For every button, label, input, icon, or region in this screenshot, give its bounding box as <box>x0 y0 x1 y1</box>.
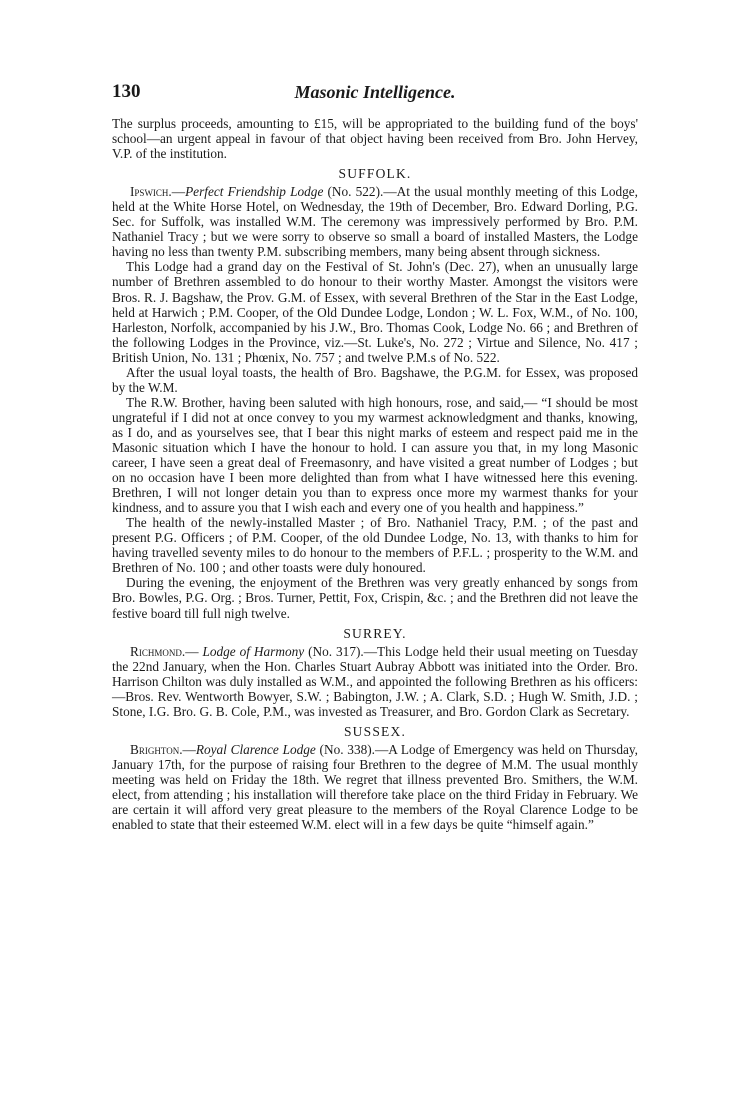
suffolk-paragraph-toasts: After the usual loyal toasts, the health of Bro. Bagshawe, the P.G.M. for Essex, was proposed by the W.M. <box>112 364 638 395</box>
section-heading-sussex: SUSSEX. <box>343 723 407 739</box>
section-heading-suffolk: SUFFOLK. <box>338 166 412 182</box>
dash: — <box>185 643 203 659</box>
place-name: Ipswich. <box>130 184 172 200</box>
paragraph-text: (No. 522).—At the usual monthly meeting of this Lodge, held at the White Horse Hotel, on Wednesday, the 19th of December, Bro. Edward Dorling, P.G. Sec. for Suffolk, was installed W.M. The ceremony was impressively performed by Bro. P.M. Nathaniel Tracy ; but we were sorry to observe so small a board of installed Masters, the Lodge having no less than twenty P.M. subscribing members, many being absent through sickness. <box>112 184 638 260</box>
dash: — <box>182 741 196 757</box>
page-number: 130 <box>112 81 141 102</box>
suffolk-paragraph-healths: The health of the newly-installed Master ; of Bro. Nathaniel Tracy, P.M. ; of the past and present P.G. Officers ; of P.M. Cooper, of the old Dundee Lodge, No. 13, with thanks to him for having travelled seventy miles to do honour to the members of P.F.L. ; prosperity to the W.M. and Brethren of No. 100 ; and other toasts were duly honoured. <box>112 515 638 576</box>
paragraph-text: (No. 338).—A Lodge of Emergency was held on Thursday, January 17th, for the purpose of raising four Brethren to the degree of M.M. The usual monthly meeting was held on Friday the 18th. We regret that illness prevented Bro. Smithers, the W.M. elect, from attending ; his installation will therefore take place on the third Friday in February. We are certain it will afford very great pleasure to the members of the Royal Clarence Lodge to be enabled to state that their esteemed W.M. elect will in a few days be quite “himself again.” <box>112 741 638 833</box>
suffolk-paragraph-evening: During the evening, the enjoyment of the Brethren was very greatly enhanced by songs from Bro. Bowles, P.G. Org. ; Bros. Turner, Pettit, Fox, Crispin, &c. ; and the Brethren did not leave the festive board till full nigh twelve. <box>112 575 638 621</box>
paragraph-text: (No. 317).—This Lodge held their usual meeting on Tuesday the 22nd January, when the Hon. Charles Stuart Aubray Abbott was initiated into the Order. Bro. Harrison Chilton was duly installed as W.M., and appointed the following Brethren as his officers:—Bros. Rev. Wentworth Bowyer, S.W. ; Babington, J.W. ; A. Clark, S.D. ; Hugh W. Smith, J.D. ; Stone, I.G. Bro. G. B. Cole, P.M., was invested as Treasurer, and Bro. Gordon Clark as Secretary. <box>112 643 639 719</box>
suffolk-paragraph-speech: The R.W. Brother, having been saluted with high honours, rose, and said,— “I should be most ungrateful if I did not at once convey to you my warmest acknowledgment and thanks, knowing, as I do, and as yourselves see, that I bear this night marks of esteem and respect paid me in the Masonic situation which I have the honour to hold. I can assure you that, in my long Masonic career, I have seen a great deal of Freemasonry, and have visited a great number of Lodges ; but on no occasion have I been more delighted than from what I have witnessed here this evening. Brethren, I will not longer detain you than to express once more my warmest thanks for your kindness, and to assure you that I wish each and every one of you health and happiness.” <box>112 394 638 516</box>
place-name: Richmond. <box>130 643 186 659</box>
lodge-name: Lodge of Harmony <box>202 643 305 659</box>
sussex-paragraph-brighton <box>112 742 638 832</box>
section-heading-surrey: SURREY. <box>343 625 407 641</box>
suffolk-paragraph-ipswich <box>112 184 638 259</box>
page-header <box>112 80 638 104</box>
lodge-name: Royal Clarence Lodge <box>195 741 316 757</box>
dash: — <box>171 184 186 200</box>
suffolk-paragraph-festival: This Lodge had a grand day on the Festival of St. John's (Dec. 27), when an unusually large number of Brethren assembled to do honour to their worthy Master. Amongst the visitors were Bros. R. J. Bagshaw, the Prov. G.M. of Essex, with several Brethren of the Star in the East Lodge, held at Harwich ; P.M. Cooper, of the Old Dundee Lodge, London ; W. L. Fox, W.M., of No. 100, Harleston, Norfolk, accompanied by his J.W., Bro. Thomas Cook, Lodge No. 66 ; and Brethren of the following Lodges in the Province, viz.—St. Luke's, No. 272 ; Virtue and Silence, No. 417 ; British Union, No. 131 ; Phœnix, No. 757 ; and twelve P.M.s of No. 522. <box>112 259 638 365</box>
lodge-name: Perfect Friendship Lodge <box>185 184 324 200</box>
surrey-paragraph-richmond <box>112 644 638 719</box>
running-title: Masonic Intelligence. <box>294 82 456 102</box>
place-name: Brighton. <box>130 741 183 757</box>
opening-paragraph: The surplus proceeds, amounting to £15, will be appropriated to the building fund of the boys' school—an urgent appeal in favour of that object having been received from Bro. John Hervey, V.P. of the institution. <box>112 116 638 162</box>
